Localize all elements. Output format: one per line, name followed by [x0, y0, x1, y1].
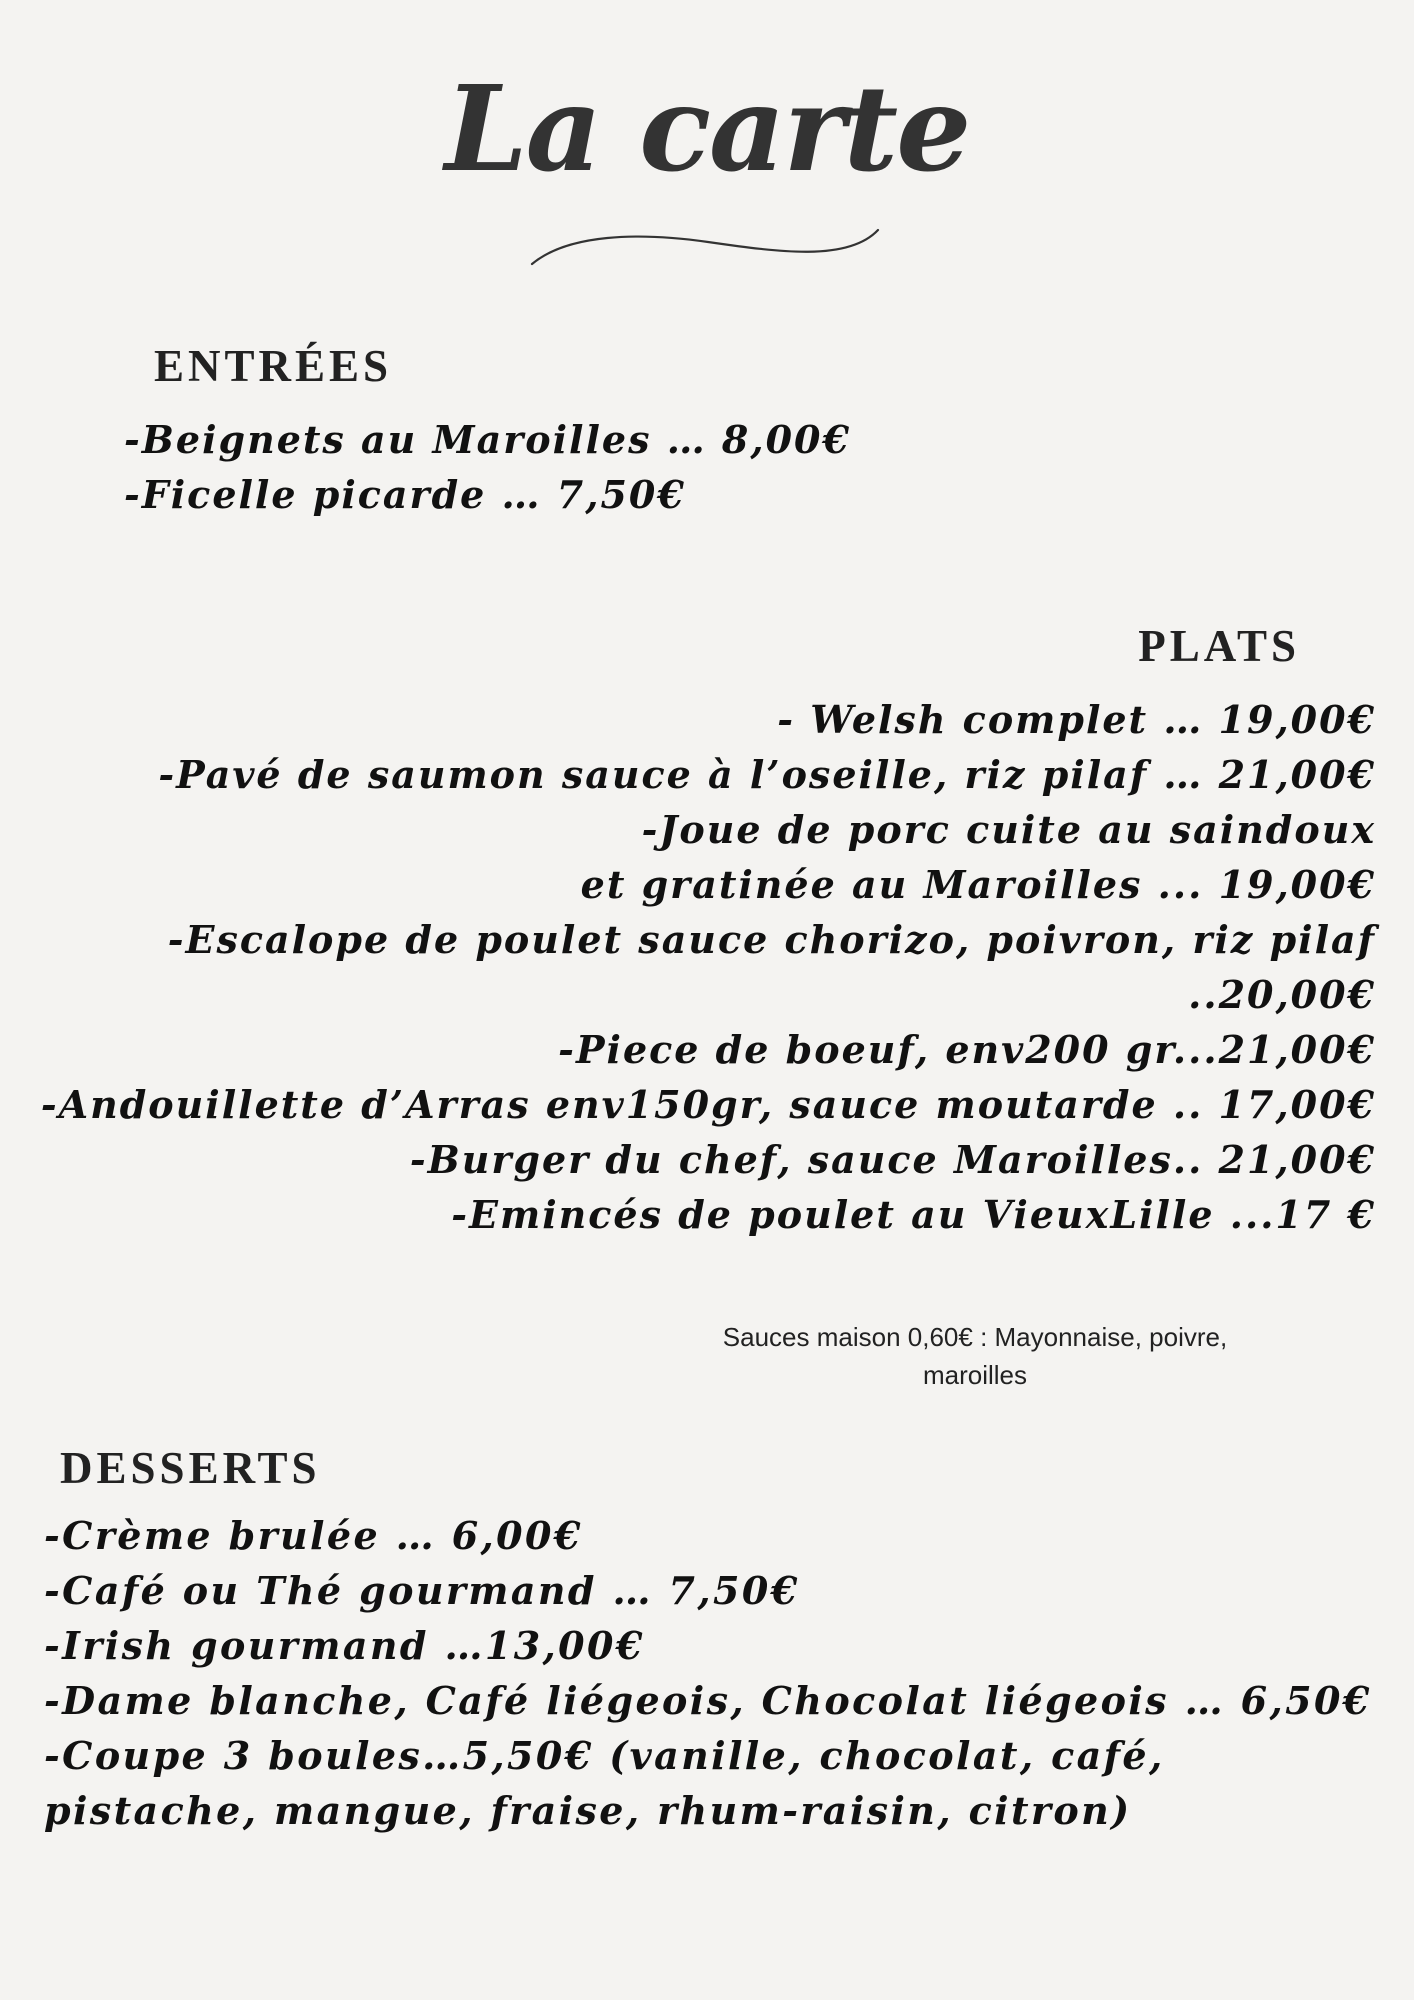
menu-item: -Beignets au Maroilles … 8,00€	[124, 417, 851, 462]
menu-item: -Crème brulée … 6,00€	[44, 1513, 583, 1558]
sauces-note-line: maroilles	[922, 1360, 1028, 1390]
menu-item: -Ficelle picarde … 7,50€	[124, 472, 686, 517]
desserts-list	[44, 1508, 1380, 1838]
menu-item: -Emincés de poulet au VieuxLille ...17 €	[451, 1192, 1376, 1237]
menu-item: -Café ou Thé gourmand … 7,50€	[44, 1568, 800, 1613]
menu-item-continued: ..20,00€	[1188, 972, 1376, 1017]
menu-item: -Joue de porc cuite au saindoux	[641, 807, 1376, 852]
menu-item: -Escalope de poulet sauce chorizo, poivron, riz pilaf	[167, 917, 1376, 962]
entrees-list	[124, 412, 851, 522]
section-title-plats: PLATS	[1138, 621, 1300, 671]
section-title-entrees: ENTRÉES	[154, 341, 393, 391]
menu-item: -Irish gourmand …13,00€	[44, 1623, 645, 1668]
menu-item: -Dame blanche, Café liégeois, Chocolat liégeois … 6,50€	[44, 1678, 1372, 1723]
plats-list	[41, 692, 1376, 1242]
menu-item: -Andouillette d’Arras env150gr, sauce moutarde .. 17,00€	[40, 1082, 1376, 1127]
menu-item: -Pavé de saumon sauce à l’oseille, riz pilaf … 21,00€	[158, 752, 1376, 797]
section-title-desserts: DESSERTS	[60, 1443, 321, 1493]
menu-title: La carte	[444, 59, 970, 198]
sauces-note-line: Sauces maison 0,60€ : Mayonnaise, poivre,	[722, 1322, 1228, 1352]
decorative-swash	[528, 222, 884, 272]
menu-item: -Burger du chef, sauce Maroilles.. 21,00€	[409, 1137, 1376, 1182]
sauces-note	[660, 1318, 1290, 1394]
menu-item-continued: et gratinée au Maroilles ... 19,00€	[580, 862, 1376, 907]
menu-item: -Piece de boeuf, env200 gr...21,00€	[558, 1027, 1376, 1072]
menu-item: - Welsh complet … 19,00€	[777, 697, 1376, 742]
menu-item: -Coupe 3 boules…5,50€ (vanille, chocolat, café, pistache, mangue, fraise, rhum-raisin, citron)	[44, 1733, 1165, 1833]
